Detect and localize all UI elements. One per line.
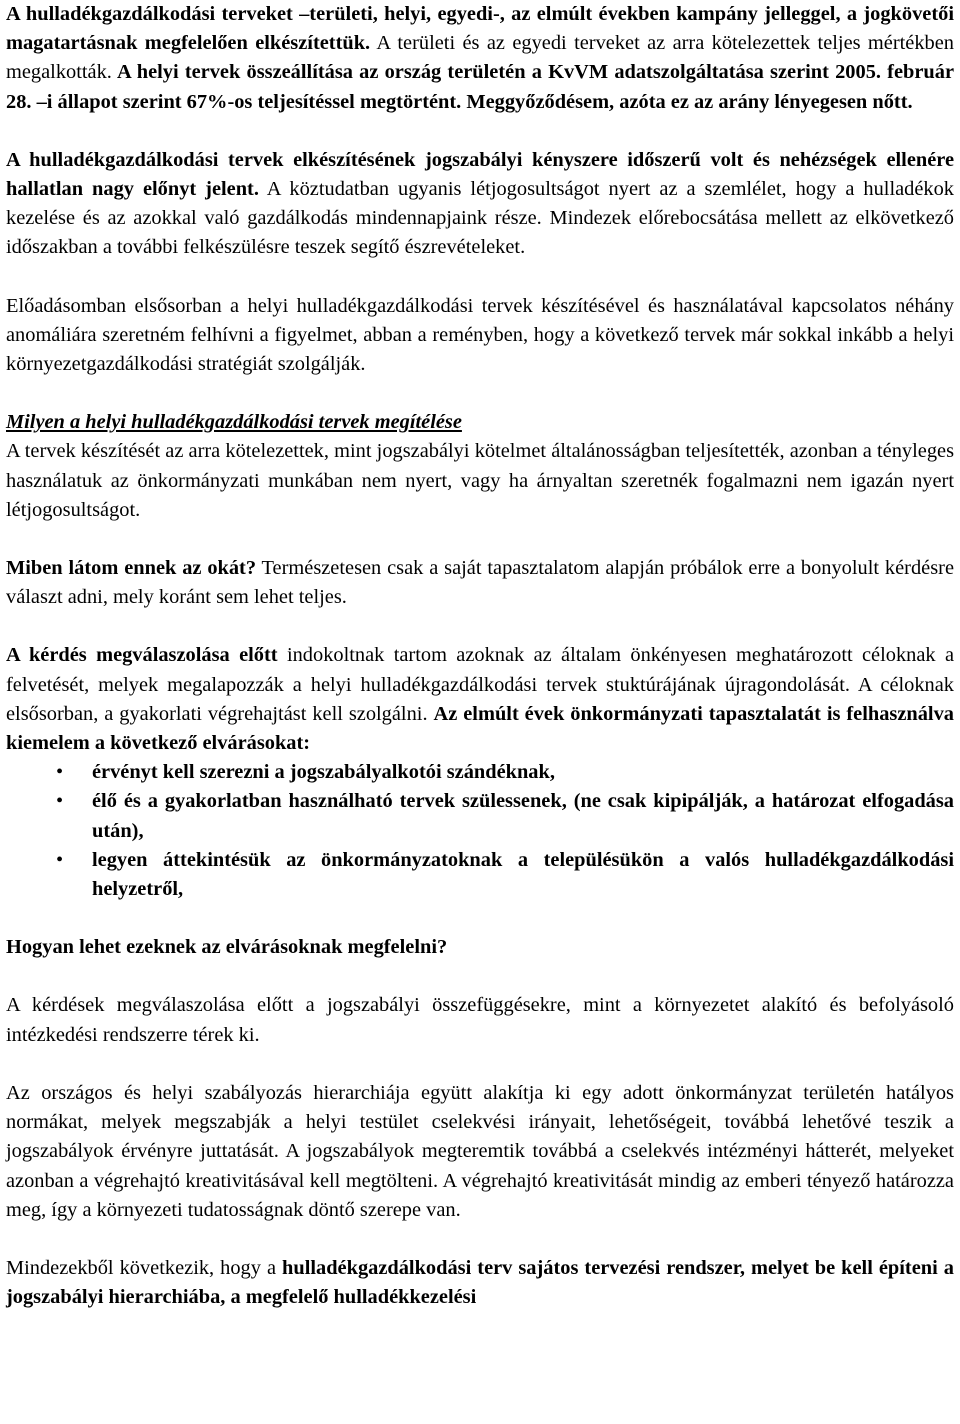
bullet-icon: • <box>56 761 64 784</box>
paragraph-conclusion <box>6 1254 954 1312</box>
paragraph-reasons <box>6 554 954 612</box>
expectations-list <box>6 758 954 904</box>
reasons-answer: Természetesen csak a saját tapasztalatom alapján próbálok erre a bonyolult kérdésre választ adni, mely koránt sem lehet teljes. <box>6 557 954 609</box>
goals-expectations-bold: Az elmúlt évek önkormányzati tapasztalatát is felhasználva kiemelem a következő elvárásokat: <box>6 702 954 755</box>
section-heading-assessment: Milyen a helyi hulladékgazdálkodási tervek megítélése <box>6 411 462 434</box>
paragraph-regulation-hierarchy: Az országos és helyi szabályozás hierarchiája együtt alakítja ki egy adott önkormányzat területén hatályos normákat, melyek megszabják a helyi testület cselekvési irányait, lehetőségeit, továbbá lehetővé teszik a jogszabályok érvényre juttatását. A jogszabályok megteremtik továbbá a cselekvés intézményi hátterét, melyeket azonban a végrehajtó kreativitásával kell megtölteni. A végrehajtó kreativitását mindig az emberi tényező határozza meg, így a környezeti tudatosságnak döntő szerepe van. <box>6 1081 954 1221</box>
goals-regular: indokoltnak tartom azoknak az általam önkényesen meghatározott céloknak a felvetését, melyek megalapozzák a helyi hulladékgazdálkodási tervek stuktúrájának újragondolását. A céloknak elsősorban, a gyakorlati végrehajtást kell szolgálni. <box>6 644 955 725</box>
paragraph-goals <box>6 641 954 758</box>
list-item-text: érvényt kell szerezni a jogszabályalkotói szándéknak, <box>92 761 555 784</box>
paragraph-assessment: A tervek készítését az arra kötelezettek, mint jogszabályi kötelmet általánosságban teljesítették, azonban a tényleges használatuk az önkormányzati munkában nem nyert, vagy ha árnyaltan szeretnék fogalmazni nem igazán nyert létjogosultságot. <box>6 440 954 521</box>
list-item <box>6 758 954 787</box>
conclusion-bold: hulladékgazdálkodási terv sajátos tervezési rendszer, melyet be kell építeni a jogszabályi hierarchiába, a megfelelő hulladékkezelési <box>6 1256 954 1309</box>
reasons-question: Miben látom ennek az okát? <box>6 557 257 580</box>
conclusion-regular: Mindezekből következik, hogy a <box>6 1256 283 1279</box>
paragraph-intro <box>6 0 954 117</box>
legal-necessity-bold: A hulladékgazdálkodási tervek elkészítésének jogszabályi kényszere időszerű volt és nehézségek ellenére hallatlan nagy előnyt jelent. <box>6 148 954 201</box>
list-item-text: legyen áttekintésük az önkormányzatoknak a településükön a valós hulladékgazdálkodási helyzetről, <box>92 848 954 901</box>
intro-bold-sentence: A hulladékgazdálkodási terveket –területi, helyi, egyedi-, az elmúlt években kampány jelleggel, a jogkövetői magatartásnak megfelelően elkészítettük. <box>6 3 954 55</box>
goals-lead-bold: A kérdés megválaszolása előtt <box>6 644 278 667</box>
list-item-text: élő és a gyakorlatban használható tervek szülessenek, (ne csak kipipálják, a határozat elfogadása után), <box>92 790 954 842</box>
legal-necessity-regular: A köztudatban ugyanis létjogosultságot nyert az a szemlélet, hogy a hulladékok kezelése és az azokkal való gazdálkodás mindennapjaink része. Mindezek előrebocsátása mellett az elkövetkező időszakban a további felkészülésre teszek segítő észrevételeket. <box>6 178 955 259</box>
intro-regular-sentence: A területi és az egyedi terveket az arra kötelezettek teljes mértékben megalkották. <box>6 32 954 84</box>
paragraph-presentation-aim: Előadásomban elsősorban a helyi hulladékgazdálkodási tervek készítésével és használatával kapcsolatos néhány anomáliára szeretném felhívni a figyelmet, abban a reményben, hogy a következő tervek már sokkal inkább a helyi környezetgazdálkodási stratégiát szolgálják. <box>6 294 954 376</box>
bullet-icon: • <box>56 790 64 813</box>
paragraph-legal-context: A kérdések megválaszolása előtt a jogszabályi összefüggésekre, mint a környezetet alakító és befolyásoló intézkedési rendszerre térek ki. <box>6 994 954 1046</box>
bullet-icon: • <box>56 848 64 871</box>
list-item <box>6 846 954 904</box>
section-heading-how-to-meet: Hogyan lehet ezeknek az elvárásoknak megfelelni? <box>6 936 448 959</box>
paragraph-legal-necessity <box>6 146 954 263</box>
list-item <box>6 787 954 845</box>
intro-bold-statistics: A helyi tervek összeállítása az ország területén a KvVM adatszolgáltatása szerint 2005. február 28. –i állapot szerint 67%-os teljesítéssel megtörtént. Meggyőződésem, azóta ez az arány lényegesen nőtt. <box>6 61 954 113</box>
